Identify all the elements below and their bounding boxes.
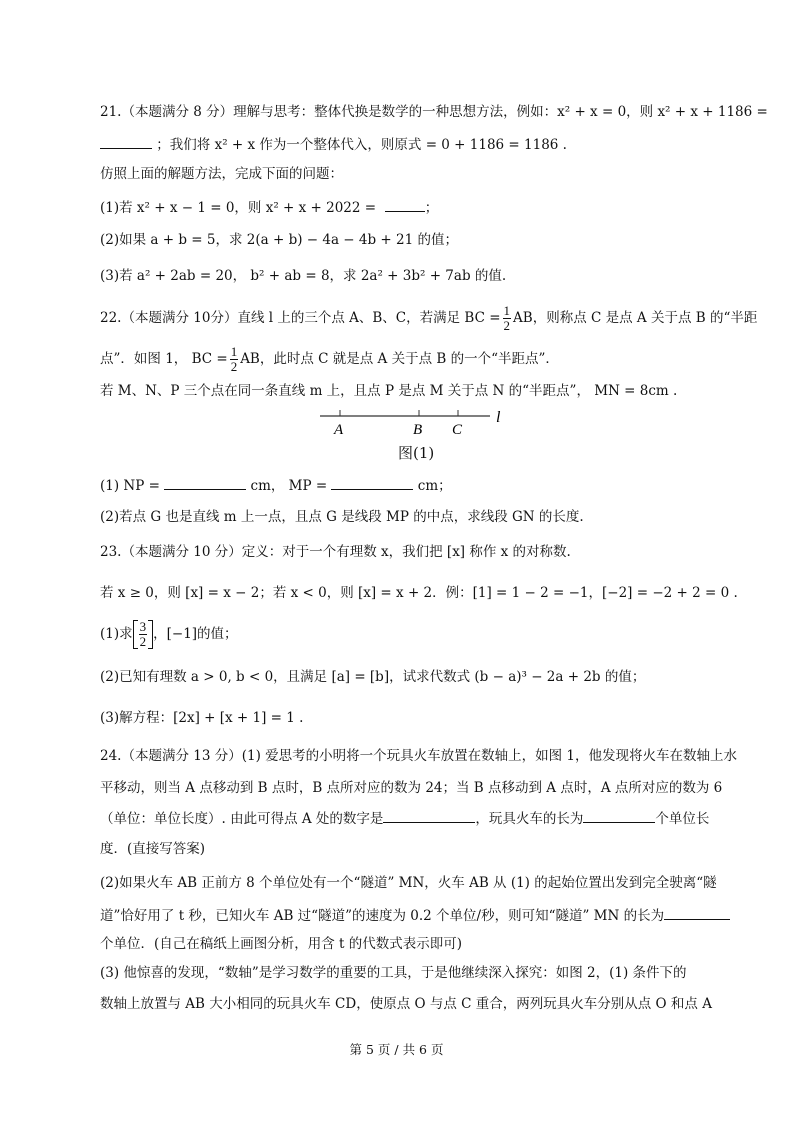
q21-part1-text: (1)若 x² + x − 1 = 0，则 x² + x + 2022 = xyxy=(100,200,377,216)
q24-part1-b: ，玩具火车的长为 xyxy=(475,811,584,827)
q22-line-2a: 点”．如图 1， BC = xyxy=(100,351,228,367)
q22-line-3: 若 M、N、P 三个点在同一条直线 m 上，且点 P 是点 M 关于点 N 的“半距点”， MN = 8cm . xyxy=(100,383,678,399)
answer-blank xyxy=(385,197,425,212)
answer-blank xyxy=(383,808,475,823)
figure-1-number-line xyxy=(318,404,518,444)
point-label-c: C xyxy=(452,422,463,438)
q24-line-9: 数轴上放置与 AB 大小相同的玩具火车 CD，使原点 O 与点 C 重合，两列玩具火车分别从点 O 和点 A xyxy=(100,996,712,1012)
q21-line-2-text: ；我们将 x² + x 作为一个整体代入，则原式 = 0 + 1186 = 1186 . xyxy=(156,137,567,153)
q21-line-3: 仿照上面的解题方法，完成下面的问题： xyxy=(100,166,343,182)
q21-line-1: 21.（本题满分 8 分）理解与思考：整体代换是数学的一种思想方法，例如：x² + x = 0，则 x² + x + 1186 = xyxy=(100,104,768,120)
q24-line-7: 个单位．(自己在稿纸上画图分析，用含 t 的代数式表示即可) xyxy=(100,936,463,952)
frac-den: 2 xyxy=(503,318,511,333)
frac-num: 1 xyxy=(230,344,238,359)
q23-line-5: (3)解方程：[2x] + [x + 1] = 1 . xyxy=(100,710,304,726)
answer-blank xyxy=(100,134,152,149)
q23-part1-a: (1)求 xyxy=(100,626,133,642)
frac-num: 1 xyxy=(503,303,511,318)
q24-part1-c: 个单位长 xyxy=(655,811,710,827)
q21-line-4 xyxy=(100,197,438,217)
q24-part2-a: 道”恰好用了 t 秒，已知火车 AB 过“隧道”的速度为 0.2 个单位/秒，则可知“隧道” MN 的长为 xyxy=(100,908,665,924)
q24-line-8: (3) 他惊喜的发现，“数轴”是学习数学的重要的工具，于是他继续深入探究：如图 2，(1) 条件下的 xyxy=(100,965,687,981)
q22-part1-c: cm； xyxy=(417,478,452,494)
fraction-half xyxy=(503,304,512,333)
q22-line-1 xyxy=(100,304,757,333)
bracket-fraction xyxy=(133,620,154,649)
page-footer: 第 5 页 / 共 6 页 xyxy=(349,1042,444,1057)
answer-blank xyxy=(583,808,655,823)
q24-line-1: 24.（本题满分 13 分）(1) 爱思考的小明将一个玩具火车放置在数轴上，如图 1，他发现将火车在数轴上水 xyxy=(100,748,738,764)
q22-line-1a: 22.（本题满分 10分）直线 l 上的三个点 A、B、C，若满足 BC = xyxy=(100,310,501,326)
frac-den: 2 xyxy=(139,634,147,649)
fraction-half xyxy=(230,345,239,374)
answer-blank xyxy=(664,905,730,920)
q24-line-3 xyxy=(100,808,709,828)
q21-line-6: (3)若 a² + 2ab = 20， b² + ab = 8，求 2a² + 3b² + 7ab 的值. xyxy=(100,268,507,284)
q21-part1-end: ； xyxy=(424,200,439,216)
point-label-a: A xyxy=(334,422,344,438)
frac-den: 2 xyxy=(230,359,238,374)
q24-line-4: 度．(直接写答案) xyxy=(100,841,206,857)
q24-line-6 xyxy=(100,905,730,925)
q22-line-4 xyxy=(100,475,452,495)
figure-caption: 图(1) xyxy=(398,444,435,462)
q22-part1-b: cm， MP = xyxy=(250,478,328,494)
q24-line-2: 平移动，则当 A 点移动到 B 点时，B 点所对应的数为 24；当 B 点移动到 A 点时，A 点所对应的数为 6 xyxy=(100,780,723,796)
q23-line-4: (2)已知有理数 a > 0, b < 0，且满足 [a] = [b]，试求代数式 (b − a)³ − 2a + 2b 的值； xyxy=(100,669,646,685)
q22-line-2b: AB，此时点 C 就是点 A 关于点 B 的一个“半距点”． xyxy=(240,351,559,367)
q23-line-2: 若 x ≥ 0，则 [x] = x − 2；若 x < 0，则 [x] = x + 2．例：[1] = 1 − 2 = −1，[−2] = −2 + 2 = 0 . xyxy=(100,585,738,601)
q22-line-5: (2)若点 G 也是直线 m 上一点，且点 G 是线段 MP 的中点，求线段 GN 的长度. xyxy=(100,509,584,525)
q21-line-2 xyxy=(100,134,567,154)
fraction xyxy=(139,620,148,649)
q24-part1-a: （单位：单位长度）. 由此可得点 A 处的数字是 xyxy=(100,811,384,827)
line-label: l xyxy=(496,409,501,426)
q21-line-5: (2)如果 a + b = 5，求 2(a + b) − 4a − 4b + 21 的值； xyxy=(100,232,459,248)
q23-line-1: 23.（本题满分 10 分）定义：对于一个有理数 x，我们把 [x] 称作 x 的对称数. xyxy=(100,544,571,560)
q22-line-2 xyxy=(100,345,559,374)
q22-line-1b: AB，则称点 C 是点 A 关于点 B 的“半距 xyxy=(513,310,758,326)
q24-line-5: (2)如果火车 AB 正前方 8 个单位处有一个“隧道” MN，火车 AB 从 (1) 的起始位置出发到完全驶离“隧 xyxy=(100,875,717,891)
answer-blank xyxy=(331,475,413,490)
q22-part1-a: (1) NP = xyxy=(100,478,160,494)
frac-num: 3 xyxy=(139,619,147,634)
answer-blank xyxy=(164,475,246,490)
point-label-b: B xyxy=(413,422,423,438)
q23-part1-b: ，[−1]的值； xyxy=(153,626,238,642)
q23-line-3 xyxy=(100,620,238,649)
